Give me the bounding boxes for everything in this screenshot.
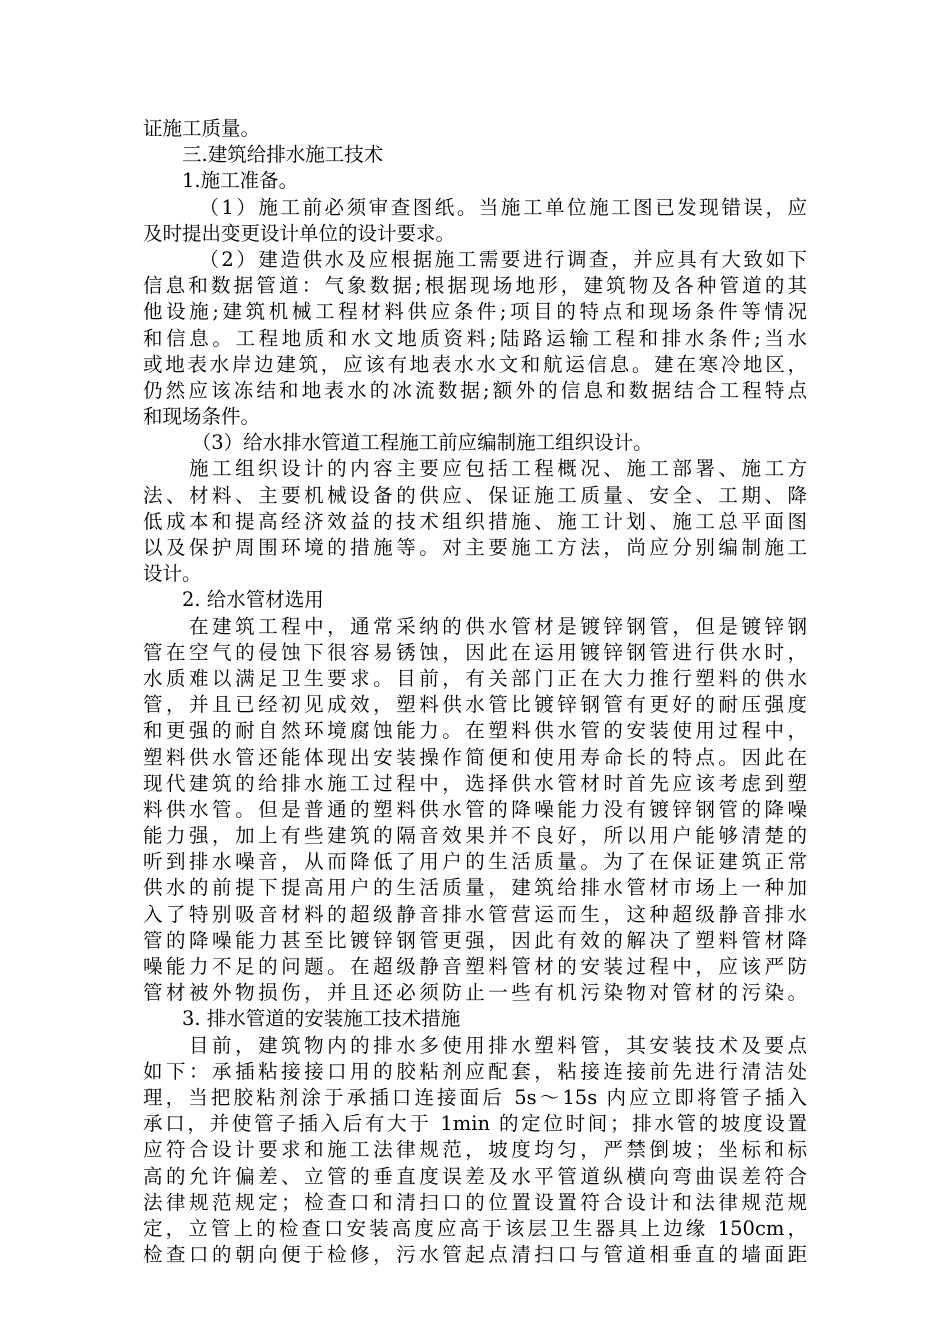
subsection-heading: 3. 排水管道的安装施工技术措施 bbox=[143, 1007, 461, 1031]
text-line: 低成本和提高经济效益的技术组织措施、施工计划、施工总平面图 bbox=[143, 509, 807, 533]
text-line: 他设施;建筑机械工程材料供应条件;项目的特点和现场条件等情况 bbox=[143, 300, 807, 324]
text-line: 理，当把胶粘剂涂于承插口连接面后 5s～15s 内应立即将管子插入 bbox=[143, 1085, 807, 1109]
text-line: 和现场条件。 bbox=[143, 405, 261, 429]
text-line: 目前，建筑物内的排水多使用排水塑料管，其安装技术及要点 bbox=[143, 1033, 807, 1057]
text-line: 供水的前提下提高用户的生活质量，建筑给排水管材市场上一种加 bbox=[143, 876, 807, 900]
text-line: 如下：承插粘接接口用的胶粘剂应配套，粘接连接前先进行清洁处 bbox=[143, 1059, 807, 1083]
text-line: （2）建造供水及应根据施工需要进行调查，并应具有大致如下 bbox=[143, 247, 807, 271]
text-line: 信息和数据管道：气象数据;根据现场地形，建筑物及各种管道的其 bbox=[143, 274, 807, 298]
text-line: 入了特别吸音材料的超级静音排水管营运而生，这种超级静音排水 bbox=[143, 902, 807, 926]
text-line: 法律规范规定；检查口和清扫口的位置设置符合设计和法律规范规 bbox=[143, 1190, 807, 1214]
subsection-heading: 2. 给水管材选用 bbox=[143, 588, 324, 612]
text-line: （3）给水排水管道工程施工前应编制施工组织设计。 bbox=[143, 431, 653, 455]
text-line: 检查口的朝向便于检修，污水管起点清扫口与管道相垂直的墙面距 bbox=[143, 1243, 807, 1267]
text-line: 施工组织设计的内容主要应包括工程概况、施工部署、施工方 bbox=[143, 457, 807, 481]
text-line: 料供水管。但是普通的塑料供水管的降噪能力没有镀锌钢管的降噪 bbox=[143, 797, 807, 821]
document-body bbox=[143, 116, 807, 1268]
text-line: 应符合设计要求和施工法律规范，坡度均匀，严禁倒坡；坐标和标 bbox=[143, 1138, 807, 1162]
text-line: 管在空气的侵蚀下很容易锈蚀，因此在运用镀锌钢管进行供水时， bbox=[143, 640, 807, 664]
text-line: 和更强的耐自然环境腐蚀能力。在塑料供水管的安装使用过程中， bbox=[143, 719, 807, 743]
text-line: 法、材料、主要机械设备的供应、保证施工质量、安全、工期、降 bbox=[143, 483, 807, 507]
text-line: 管，并且已经初见成效，塑料供水管比镀锌钢管有更好的耐压强度 bbox=[143, 693, 807, 717]
text-line: 在建筑工程中，通常采纳的供水管材是镀锌钢管，但是镀锌钢 bbox=[143, 614, 807, 638]
text-line: 管材被外物损伤，并且还必须防止一些有机污染物对管材的污染。 bbox=[143, 981, 807, 1005]
text-line: 以及保护周围环境的措施等。对主要施工方法，尚应分别编制施工 bbox=[143, 536, 807, 559]
text-line: 现代建筑的给排水施工过程中，选择供水管材时首先应该考虑到塑 bbox=[143, 771, 807, 795]
text-line: 和信息。工程地质和水文地质资料;陆路运输工程和排水条件;当水 bbox=[143, 326, 807, 350]
text-line: 高的允许偏差、立管的垂直度误差及水平管道纵横向弯曲误差符合 bbox=[143, 1164, 807, 1188]
text-line: 及时提出变更设计单位的设计要求。 bbox=[143, 221, 456, 245]
text-line: 定，立管上的检查口安装高度应高于该层卫生器具上边缘 150cm， bbox=[143, 1216, 807, 1240]
text-line: 设计。 bbox=[143, 562, 202, 586]
text-line: 噪能力不足的问题。在超级静音塑料管材的安装过程中，应该严防 bbox=[143, 955, 807, 978]
text-line: （1）施工前必须审查图纸。当施工单位施工图已发现错误，应 bbox=[143, 195, 807, 219]
text-line: 水质难以满足卫生要求。目前，有关部门正在大力推行塑料的供水 bbox=[143, 666, 807, 690]
text-line: 证施工质量。 bbox=[143, 117, 261, 140]
section-heading: 三.建筑给排水施工技术 bbox=[143, 143, 384, 167]
text-line: 或地表水岸边建筑，应该有地表水水文和航运信息。建在寒冷地区， bbox=[143, 352, 807, 376]
text-line: 听到排水噪音，从而降低了用户的生活质量。为了在保证建筑正常 bbox=[143, 850, 807, 874]
text-line: 管的降噪能力甚至比镀锌钢管更强，因此有效的解决了塑料管材降 bbox=[143, 928, 807, 952]
text-line: 仍然应该冻结和地表水的冰流数据;额外的信息和数据结合工程特点 bbox=[143, 378, 807, 402]
subsection-heading: 1.施工准备。 bbox=[143, 169, 299, 193]
text-line: 塑料供水管还能体现出安装操作简便和使用寿命长的特点。因此在 bbox=[143, 745, 807, 769]
text-line: 承口，并使管子插入后有大于 1min 的定位时间；排水管的坡度设置 bbox=[143, 1112, 807, 1136]
text-line: 能力强，加上有些建筑的隔音效果并不良好，所以用户能够清楚的 bbox=[143, 824, 807, 848]
